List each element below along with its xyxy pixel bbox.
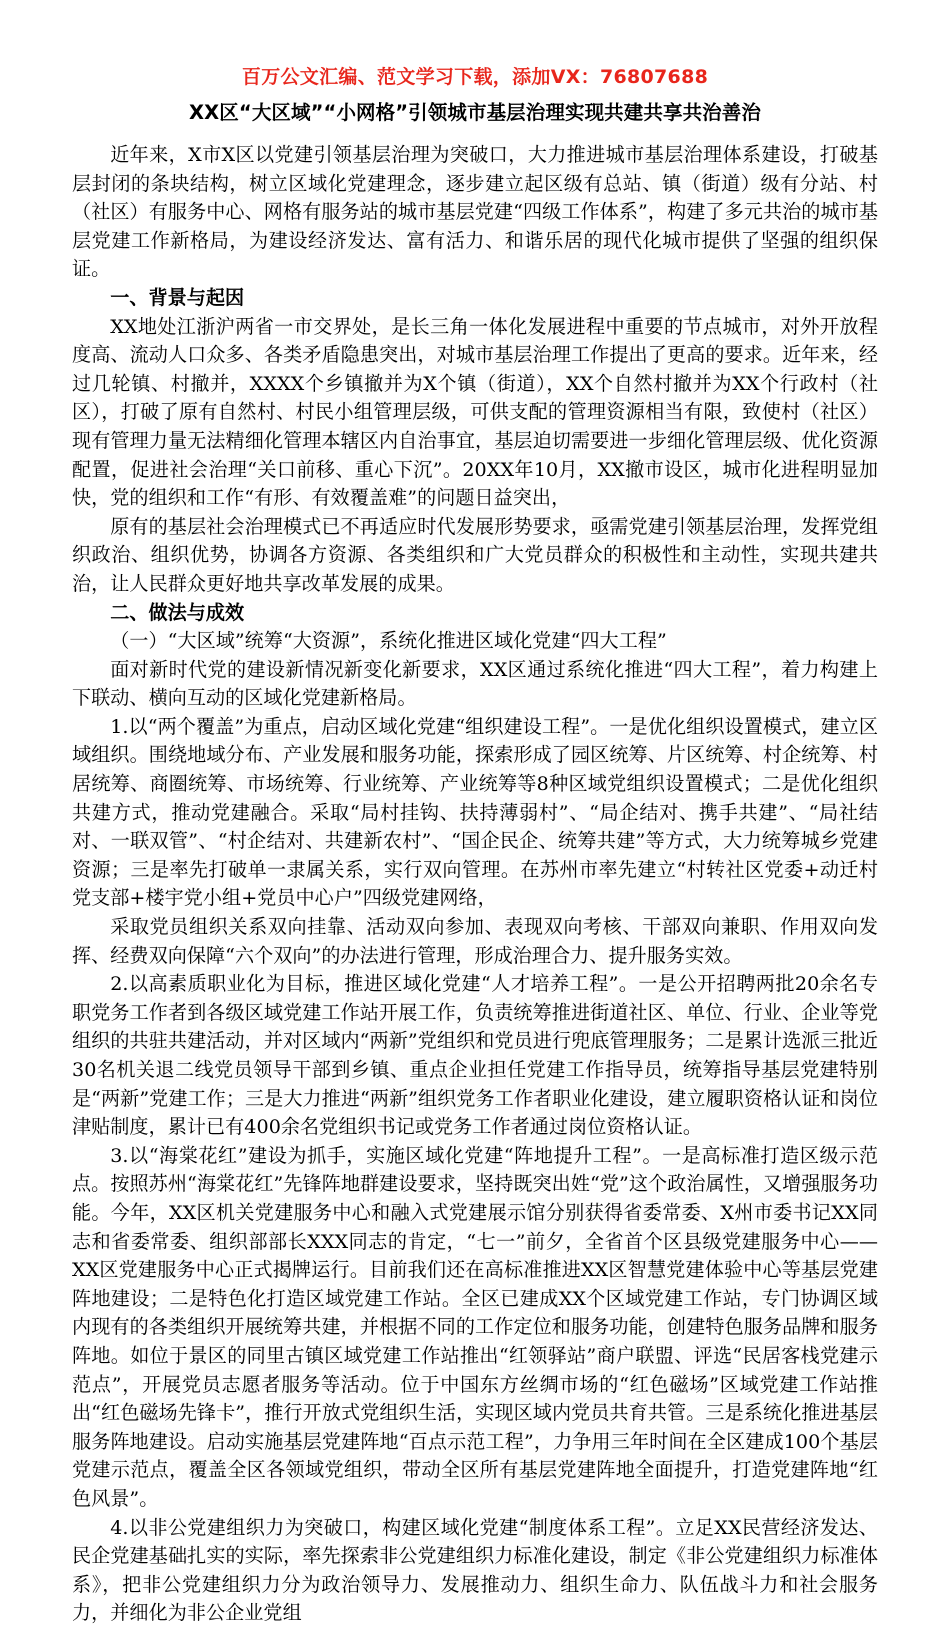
section-heading-1: 一、背景与起因	[110, 285, 245, 309]
section-heading-2: 二、做法与成效	[110, 600, 245, 624]
paragraph-intro: 近年来，X市X区以党建引领基层治理为突破口，大力推进城市基层治理体系建设，打破基层封闭的条块结构，树立区域化党建理念，逐步建立起区级有总站、镇（街道）级有分站、村（社区）有服务中心、网格有服务站的城市基层党建“四级工作体系”，构建了多元共治的城市基层党建工作新格局，为建设经济发达、富有活力、和谐乐居的现代化城市提供了坚强的组织保证。	[72, 143, 878, 281]
paragraph-item-1-cont: 采取党员组织关系双向挂靠、活动双向参加、表现双向考核、干部双向兼职、作用双向发挥、经费双向保障“六个双向”的办法进行管理，形成治理合力、提升服务实效。	[72, 915, 878, 967]
page-title: XX区“大区域”“小网格”引领城市基层治理实现共建共享共治善治	[189, 101, 761, 124]
document-body	[72, 141, 878, 1628]
subsection-heading-1: （一）“大区域”统筹“大资源”，系统化推进区域化党建“四大工程”	[110, 629, 667, 653]
paragraph-item-2: 2.以高素质职业化为目标，推进区域化党建“人才培养工程”。一是公开招聘两批20余名专职党务工作者到各级区域党建工作站开展工作，负责统筹推进街道社区、单位、行业、企业等党组织的共驻共建活动，并对区域内“两新”党组织和党员进行兜底管理服务；二是累计选派三批近30名机关退二线党员领导干部到乡镇、重点企业担任党建工作指导员，统筹指导基层党建特别是“两新”党建工作；三是大力推进“两新”组织党务工作者职业化建设，建立履职资格认证和岗位津贴制度，累计已有400余名党组织书记或党务工作者通过岗位资格认证。	[72, 972, 878, 1139]
paragraph-item-4: 4.以非公党建组织力为突破口，构建区域化党建“制度体系工程”。立足XX民营经济发达、民企党建基础扎实的实际，率先探索非公党建组织力标准化建设，制定《非公党建组织力标准体系》，把非公党建组织力分为政治领导力、发展推动力、组织生命力、队伍战斗力和社会服务力，并细化为非公企业党组	[72, 1515, 878, 1625]
document-page	[0, 64, 950, 1625]
promo-banner: 百万公文汇编、范文学习下载，添加VX：76807688	[241, 66, 709, 88]
paragraph-item-1: 1.以“两个覆盖”为重点，启动区域化党建“组织建设工程”。一是优化组织设置模式，建立区域组织。围绕地域分布、产业发展和服务功能，探索形成了园区统筹、片区统筹、村企统筹、村居统筹、商圈统筹、市场统筹、行业统筹、产业统筹等8种区域党组织设置模式；二是优化组织共建方式，推动党建融合。采取“局村挂钩、扶持薄弱村”、“局企结对、携手共建”、“局社结对、一联双管”、“村企结对、共建新农村”、“国企民企、统筹共建”等方式，大力统筹城乡党建资源；三是率先打破单一隶属关系，实行双向管理。在苏州市率先建立“村转社区党委+动迁村党支部+楼宇党小组+党员中心户”四级党建网络，	[72, 714, 878, 910]
paragraph-background-1: XX地处江浙沪两省一市交界处，是长三角一体化发展进程中重要的节点城市，对外开放程度高、流动人口众多、各类矛盾隐患突出，对城市基层治理工作提出了更高的要求。近年来，经过几轮镇、村撤并，XXXX个乡镇撤并为X个镇（街道），XX个自然村撤并为XX个行政村（社区），打破了原有自然村、村民小组管理层级，可供支配的管理资源相当有限，致使村（社区）现有管理力量无法精细化管理本辖区内自治事宜，基层迫切需要进一步细化管理层级、优化资源配置，促进社会治理“关口前移、重心下沉”。20XX年10月，XX撤市设区，城市化进程明显加快，党的组织和工作“有形、有效覆盖难”的问题日益突出，	[72, 314, 878, 510]
paragraph-background-2: 原有的基层社会治理模式已不再适应时代发展形势要求，亟需党建引领基层治理，发挥党组织政治、组织优势，协调各方资源、各类组织和广大党员群众的积极性和主动性，实现共建共治，让人民群众更好地共享改革发展的成果。	[72, 514, 878, 595]
paragraph-practice-intro: 面对新时代党的建设新情况新变化新要求，XX区通过系统化推进“四大工程”，着力构建上下联动、横向互动的区域化党建新格局。	[72, 657, 878, 710]
paragraph-item-3: 3.以“海棠花红”建设为抓手，实施区域化党建“阵地提升工程”。一是高标准打造区级示范点。按照苏州“海棠花红”先锋阵地群建设要求，坚持既突出姓“党”这个政治属性，又增强服务功能。今年，XX区机关党建服务中心和融入式党建展示馆分别获得省委常委、X州市委书记XX同志和省委常委、组织部部长XXX同志的肯定，“七一”前夕，全省首个区县级党建服务中心——XX区党建服务中心正式揭牌运行。目前我们还在高标准推进XX区智慧党建体验中心等基层党建阵地建设；二是特色化打造区域党建工作站。全区已建成XX个区域党建工作站，专门协调区域内现有的各类组织开展统筹共建，并根据不同的工作定位和服务功能，创建特色服务品牌和服务阵地。如位于景区的同里古镇区域党建工作站推出“红领驿站”商户联盟、评选“民居客栈党建示范点”，开展党员志愿者服务等活动。位于中国东方丝绸市场的“红色磁场”区域党建工作站推出“红色磁场先锋卡”，推行开放式党组织生活，实现区域内党员共育共管。三是系统化推进基层服务阵地建设。启动实施基层党建阵地“百点示范工程”，力争用三年时间在全区建成100个基层党建示范点，覆盖全区各领域党组织，带动全区所有基层党建阵地全面提升，打造党建阵地“红色风景”。	[72, 1143, 878, 1510]
